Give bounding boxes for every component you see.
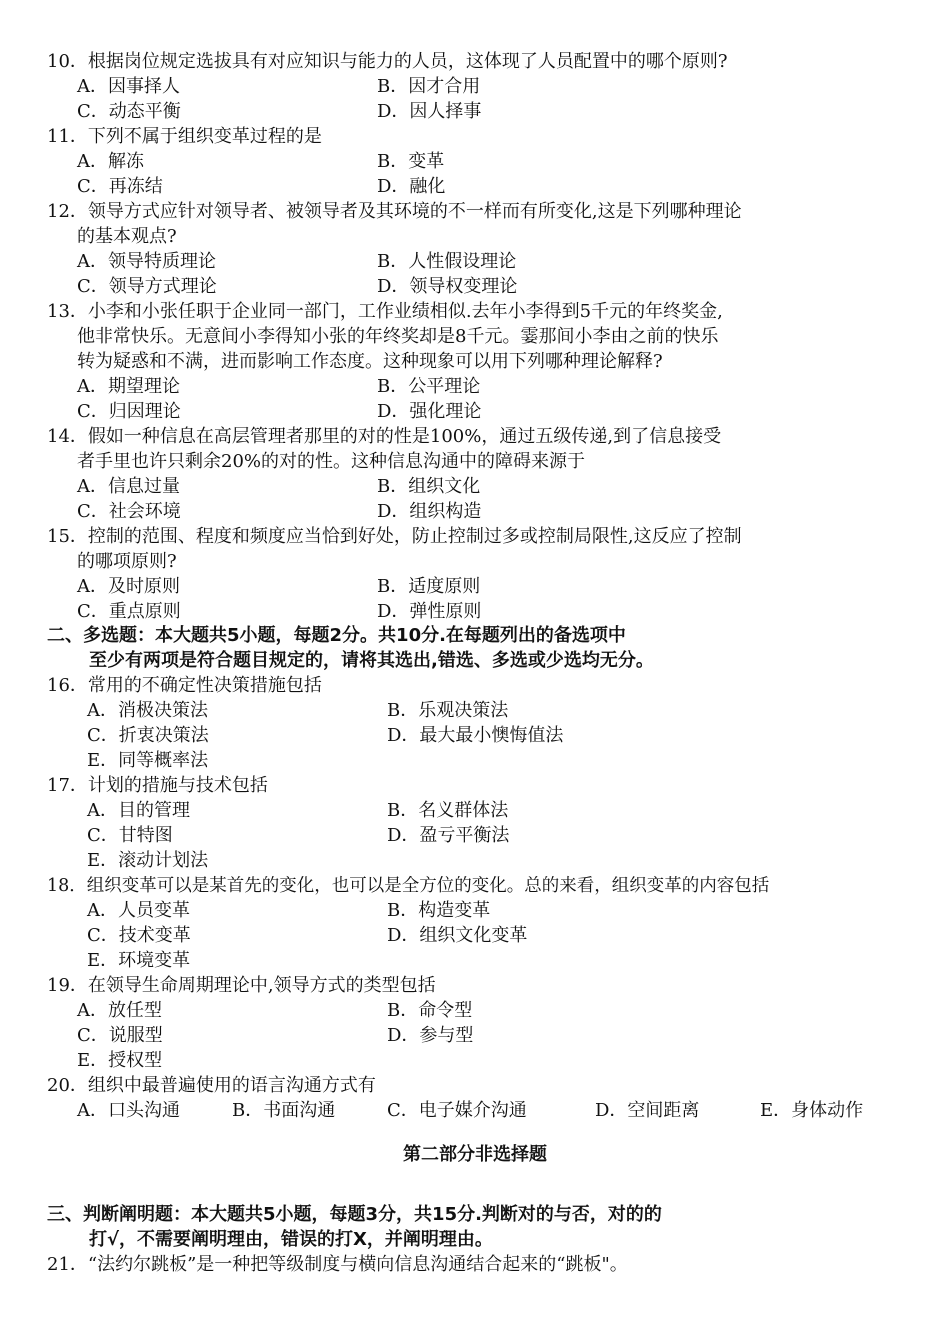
q11-option-a: A．解冻 — [77, 151, 144, 172]
q18-option-e: E．环境变革 — [87, 950, 191, 971]
q12-option-c: C．领导方式理论 — [77, 276, 217, 297]
q11-option-b: B．变革 — [377, 151, 445, 172]
section2-heading-line2: 至少有两项是符合题目规定的，请将其选出,错选、多选或少选均无分。 — [89, 650, 654, 671]
q17-option-d: D．盈亏平衡法 — [387, 825, 510, 846]
q10-option-a: A．因事择人 — [77, 76, 180, 97]
q12-option-a: A．领导特质理论 — [77, 251, 216, 272]
q13-option-b: B．公平理论 — [377, 376, 481, 397]
q21-stem: 21．“法约尔跳板”是一种把等级制度与横向信息沟通结合起来的“跳板"。 — [47, 1254, 628, 1275]
q11-option-d: D．融化 — [377, 176, 446, 197]
q12-stem-line1: 12．领导方式应针对领导者、被领导者及其环境的不一样而有所变化,这是下列哪种理论 — [47, 201, 742, 222]
q20-option-c: C．电子媒介沟通 — [387, 1100, 527, 1121]
q13-option-c: C．归因理论 — [77, 401, 181, 422]
q14-option-d: D．组织构造 — [377, 501, 482, 522]
q14-option-a: A．信息过量 — [77, 476, 180, 497]
q17-option-c: C．甘特图 — [87, 825, 173, 846]
q10-option-d: D．因人择事 — [377, 101, 482, 122]
q15-option-c: C．重点原则 — [77, 601, 181, 622]
q16-option-d: D．最大最小懊悔值法 — [387, 725, 564, 746]
section3-heading-line1: 三、判断阐明题：本大题共5小题，每题3分，共15分.判断对的与否，对的的 — [47, 1204, 662, 1225]
q16-stem: 16．常用的不确定性决策措施包括 — [47, 675, 322, 696]
q20-option-b: B．书面沟通 — [232, 1100, 336, 1121]
q15-stem-line2: 的哪项原则? — [77, 551, 177, 572]
q12-option-b: B．人性假设理论 — [377, 251, 517, 272]
q16-option-e: E．同等概率法 — [87, 750, 209, 771]
q20-stem: 20．组织中最普遍使用的语言沟通方式有 — [47, 1075, 376, 1096]
q10-option-c: C．动态平衡 — [77, 101, 181, 122]
q10-stem: 10．根据岗位规定选拔具有对应知识与能力的人员，这体现了人员配置中的哪个原则? — [47, 51, 728, 72]
q17-option-e: E．滚动计划法 — [87, 850, 209, 871]
q16-option-b: B．乐观决策法 — [387, 700, 509, 721]
q14-stem-line1: 14．假如一种信息在高层管理者那里的对的性是100%，通过五级传递,到了信息接受 — [47, 426, 722, 447]
q18-option-a: A．人员变革 — [87, 900, 190, 921]
q15-option-b: B．适度原则 — [377, 576, 481, 597]
q19-option-b: B．命令型 — [387, 1000, 473, 1021]
q18-option-b: B．构造变革 — [387, 900, 491, 921]
q11-stem: 11．下列不属于组织变革过程的是 — [47, 126, 322, 147]
q19-stem: 19．在领导生命周期理论中,领导方式的类型包括 — [47, 975, 436, 996]
q14-option-b: B．组织文化 — [377, 476, 481, 497]
q18-stem: 18．组织变革可以是某首先的变化，也可以是全方位的变化。总的来看，组织变革的内容包括 — [47, 876, 770, 896]
q18-option-c: C．技术变革 — [87, 925, 191, 946]
q17-stem: 17．计划的措施与技术包括 — [47, 775, 268, 796]
q15-stem-line1: 15．控制的范围、程度和频度应当恰到好处，防止控制过多或控制局限性,这反应了控制 — [47, 526, 742, 547]
q12-stem-line2: 的基本观点? — [77, 226, 177, 247]
q13-stem-line1: 13．小李和小张任职于企业同一部门，工作业绩相似.去年小李得到5千元的年终奖金, — [47, 301, 723, 322]
part2-title: 第二部分非选择题 — [403, 1144, 547, 1165]
q14-stem-line2: 者手里也许只剩余20%的对的性。这种信息沟通中的障碍来源于 — [77, 451, 586, 472]
q19-option-d: D．参与型 — [387, 1025, 474, 1046]
section3-heading-line2: 打√，不需要阐明理由，错误的打X，并阐明理由。 — [89, 1229, 493, 1250]
q16-option-a: A．消极决策法 — [87, 700, 208, 721]
q19-option-e: E．授权型 — [77, 1050, 163, 1071]
section2-heading-line1: 二、多选题：本大题共5小题，每题2分。共10分.在每题列出的备选项中 — [47, 625, 626, 646]
q18-option-d: D．组织文化变革 — [387, 925, 528, 946]
q13-stem-line3: 转为疑惑和不满，进而影响工作态度。这种现象可以用下列哪种理论解释? — [77, 351, 663, 372]
q16-option-c: C．折衷决策法 — [87, 725, 209, 746]
q15-option-d: D．弹性原则 — [377, 601, 482, 622]
q17-option-a: A．目的管理 — [87, 800, 190, 821]
q20-option-e: E．身体动作 — [760, 1100, 864, 1121]
q19-option-a: A．放任型 — [77, 1000, 162, 1021]
q13-option-a: A．期望理论 — [77, 376, 180, 397]
q13-stem-line2: 他非常快乐。无意间小李得知小张的年终奖却是8千元。霎那间小李由之前的快乐 — [77, 326, 719, 347]
q11-option-c: C．再冻结 — [77, 176, 163, 197]
q15-option-a: A．及时原则 — [77, 576, 180, 597]
q20-option-a: A．口头沟通 — [77, 1100, 180, 1121]
q17-option-b: B．名义群体法 — [387, 800, 509, 821]
q20-option-d: D．空间距离 — [595, 1100, 700, 1121]
q10-option-b: B．因才合用 — [377, 76, 481, 97]
q12-option-d: D．领导权变理论 — [377, 276, 518, 297]
q19-option-c: C．说服型 — [77, 1025, 163, 1046]
q14-option-c: C．社会环境 — [77, 501, 181, 522]
q13-option-d: D．强化理论 — [377, 401, 482, 422]
